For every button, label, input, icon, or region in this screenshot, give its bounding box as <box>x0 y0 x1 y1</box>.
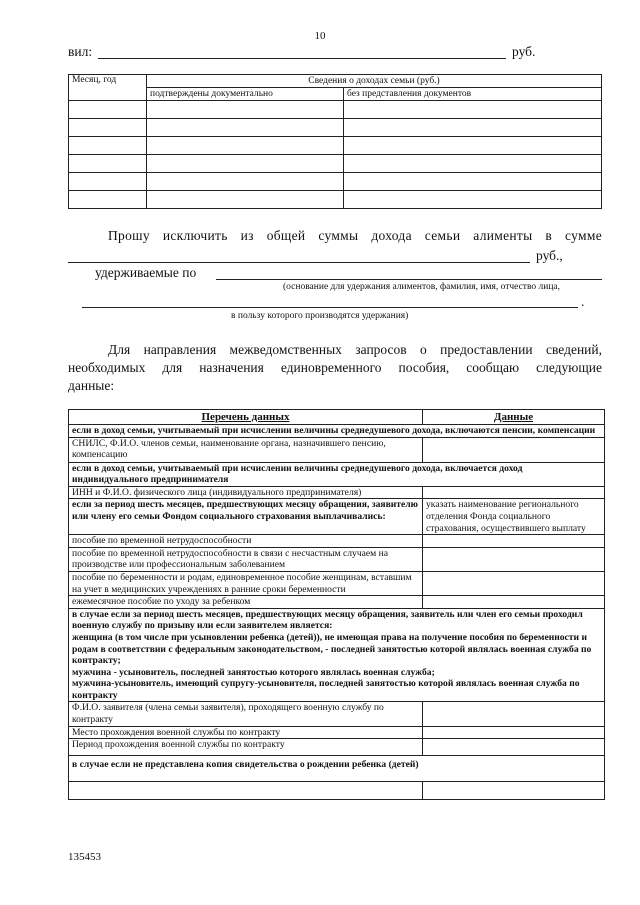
income-cell[interactable] <box>147 155 344 173</box>
alimony-rub: руб., <box>536 248 563 263</box>
income-cell[interactable] <box>147 101 344 119</box>
alimony-period: . <box>581 294 585 309</box>
income-cell[interactable] <box>69 119 147 137</box>
alimony-withheld-by: удерживаемые по <box>95 265 197 280</box>
data-cell-applicant-name[interactable] <box>423 702 605 726</box>
income-row <box>69 119 602 137</box>
income-cell[interactable] <box>344 155 602 173</box>
income-row <box>69 137 602 155</box>
row-inn: ИНН и Ф.И.О. физического лица (индивидуального предпринимателя) <box>69 486 423 499</box>
section-pensions: если в доход семьи, учитываемый при исчислении величины среднедушевого дохода, включаются пенсии, компенсации <box>69 425 605 438</box>
header-blank-line[interactable] <box>98 58 506 59</box>
income-col-month: Месяц, год <box>69 75 147 101</box>
alimony-sum-line[interactable] <box>68 262 530 263</box>
income-cell[interactable] <box>147 119 344 137</box>
section-military-woman: женщина (в том числе при усыновлении ребенка (детей)), не имеющая права на получение пособия по беременности и родам в соответствии с федеральным законодательством, - последней занятостью которой являлась военная служба по контракту; <box>72 631 592 667</box>
alimony-basis-line[interactable] <box>216 279 602 280</box>
alimony-basis-note: (основание для удержания алиментов, фамилия, имя, отчество лица, <box>283 282 560 292</box>
data-cell-inn[interactable] <box>423 486 605 499</box>
section-military <box>69 608 605 702</box>
data-cell-sick-leave[interactable] <box>423 535 605 548</box>
row-service-place: Место прохождения военной службы по контракту <box>69 726 423 739</box>
section-birth-certificate: в случае если не представлена копия свидетельства о рождении ребенка (детей) <box>69 756 605 782</box>
row-applicant-name: Ф.И.О. заявителя (члена семьи заявителя), проходящего военную службу по контракту <box>69 702 423 726</box>
income-row <box>69 101 602 119</box>
income-cell[interactable] <box>344 101 602 119</box>
intro-line-1: Для направления межведомственных запросов о предоставлении сведений, <box>108 342 602 357</box>
data-cell-maternity[interactable] <box>423 571 605 595</box>
income-cell[interactable] <box>69 101 147 119</box>
income-sub-confirmed: подтверждены документально <box>147 88 344 101</box>
income-cell[interactable] <box>69 191 147 209</box>
income-cell[interactable] <box>69 155 147 173</box>
data-table <box>68 409 605 800</box>
header-data: Данные <box>423 410 605 425</box>
section-entrepreneur: если в доход семьи, учитываемый при исчислении величины среднедушевого дохода, включается доход индивидуального предпринимателя <box>69 462 605 486</box>
income-cell[interactable] <box>344 119 602 137</box>
page-number: 10 <box>314 30 326 42</box>
income-row <box>69 155 602 173</box>
income-cell[interactable] <box>69 137 147 155</box>
alimony-recipient-line[interactable] <box>82 307 578 308</box>
income-cell[interactable] <box>344 173 602 191</box>
section-military-intro: в случае если за период шесть месяцев, предшествующих месяцу обращения, заявитель или член его семьи проходил военную службу по призыву или если заявителем является: <box>72 608 583 632</box>
income-row <box>69 173 602 191</box>
data-cell-service-period[interactable] <box>423 739 605 756</box>
header-suffix: руб. <box>512 44 536 59</box>
income-cell[interactable] <box>147 191 344 209</box>
income-cell[interactable] <box>344 137 602 155</box>
data-cell-snils[interactable] <box>423 437 605 462</box>
alimony-recipient-note: в пользу которого производятся удержания) <box>231 311 409 321</box>
section-fss: если за период шесть месяцев, предшествующих месяцу обращения, заявителю или члену его семьи Фондом социального страхования выплачивались: <box>69 499 423 535</box>
row-empty <box>69 782 423 800</box>
row-childcare: ежемесячное пособие по уходу за ребенком <box>69 596 423 609</box>
income-sub-unconfirmed: без представления документов <box>344 88 602 101</box>
row-maternity: пособие по беременности и родам, единовременное пособие женщинам, вставшим на учет в медицинских учреждениях в ранние сроки беременности <box>69 571 423 595</box>
header-prefix: вил: <box>68 44 93 59</box>
income-table <box>68 74 602 209</box>
alimony-sentence: Прошу исключить из общей суммы дохода семьи алименты в сумме <box>108 228 602 243</box>
data-cell-childcare[interactable] <box>423 596 605 609</box>
income-row <box>69 191 602 209</box>
row-accident: пособие по временной нетрудоспособности в связи с несчастным случаем на производстве или профессиональным заболеванием <box>69 547 423 571</box>
header-list: Перечень данных <box>69 410 423 425</box>
row-service-period: Период прохождения военной службы по контракту <box>69 739 423 756</box>
row-sick-leave: пособие по временной нетрудоспособности <box>69 535 423 548</box>
data-cell-accident[interactable] <box>423 547 605 571</box>
data-cell-fss-note: указать наименование регионального отделения Фонда социального страхования, осуществившего выплату <box>423 499 605 535</box>
section-military-man: мужчина - усыновитель, последней занятостью которого являлась военная служба; <box>72 666 435 678</box>
income-cell[interactable] <box>147 173 344 191</box>
section-military-man-spouse: мужчина-усыновитель, имеющий супругу-усыновителя, последней занятостью которой являлась военная служба по контракту <box>72 678 580 701</box>
income-cell[interactable] <box>344 191 602 209</box>
income-cell[interactable] <box>69 173 147 191</box>
data-cell-service-place[interactable] <box>423 726 605 739</box>
footer-code: 135453 <box>68 851 101 863</box>
data-cell-empty[interactable] <box>423 782 605 800</box>
intro-line-2: необходимых для назначения единовременного пособия, сообщаю следующие <box>68 360 602 375</box>
intro-line-3: данные: <box>68 378 115 393</box>
income-cell[interactable] <box>147 137 344 155</box>
row-snils: СНИЛС, Ф.И.О. членов семьи, наименование органа, назначившего пенсию, компенсацию <box>69 437 423 462</box>
income-col-group: Сведения о доходах семьи (руб.) <box>147 75 602 88</box>
